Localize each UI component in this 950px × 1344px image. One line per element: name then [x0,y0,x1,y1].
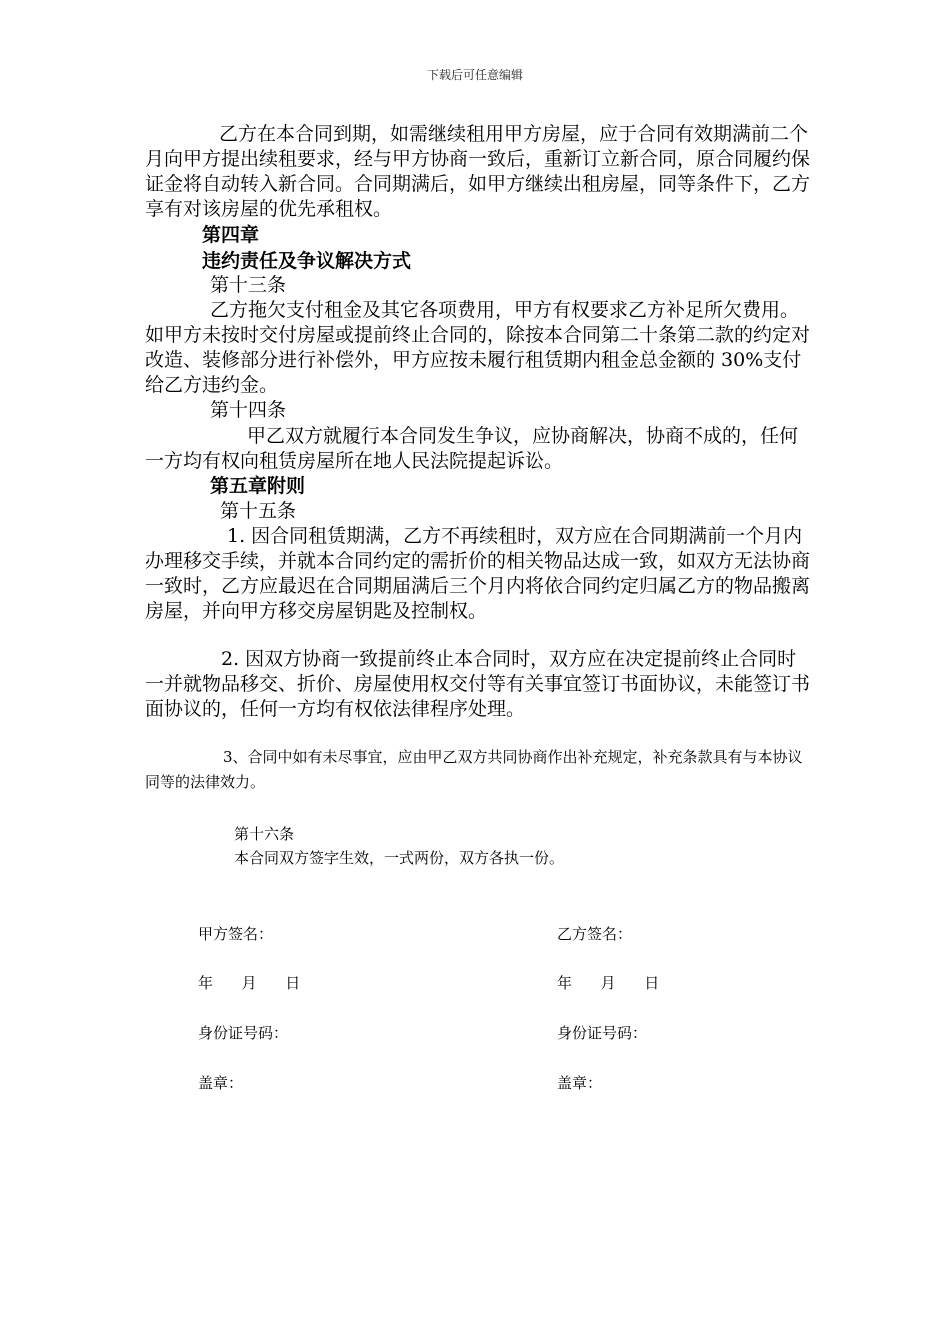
party-b-signature-label: 乙方签名： [557,925,633,943]
party-a-date: 年 月 日 [198,974,301,992]
article15-item2 [145,647,810,722]
article15-item3-text: 3、合同中如有未尽事宜，应由甲乙双方共同协商作出补充规定，补充条款具有与本协议同等的法律效力。 [145,748,803,791]
article15-item2-text: 2. 因双方协商一致提前终止本合同时，双方应在决定提前终止合同时一并就物品移交、折价、房屋使用权交付等有关事宜签订书面协议，未能签订书面协议的，任何一方均有权依法律程序处理。 [145,648,811,720]
article16-title: 第十六条 [234,825,295,843]
article13-text: 乙方拖欠支付租金及其它各项费用，甲方有权要求乙方补足所欠费用。如甲方未按时交付房屋或提前终止合同的，除按本合同第二十条第二款的约定对改造、装修部分进行补偿外，甲方应按未履行租赁期内租金总金额的 30%支付给乙方违约金。 [145,299,811,396]
article15-item1 [145,524,810,624]
chapter5-title: 第五章附则 [210,475,306,497]
renewal-paragraph [145,122,810,222]
article13-paragraph [145,298,810,398]
chapter4-subtitle: 违约责任及争议解决方式 [202,250,412,272]
article13-title: 第十三条 [210,274,287,296]
article15-title: 第十五条 [220,500,297,522]
party-b-id-label: 身份证号码： [557,1024,648,1042]
article14-paragraph [145,424,810,474]
article14-text: 甲乙双方就履行本合同发生争议，应协商解决，协商不成的，任何一方均有权向租赁房屋所在地人民法院提起诉讼。 [145,425,799,472]
party-a-signature-label: 甲方签名： [198,925,274,943]
party-a-id-label: 身份证号码： [198,1024,289,1042]
article14-title: 第十四条 [210,399,287,421]
party-b-seal-label: 盖章： [557,1074,603,1092]
article15-item1-text: 1. 因合同租赁期满，乙方不再续租时，双方应在合同期满前一个月内办理移交手续，并就本合同约定的需折价的相关物品达成一致，如双方无法协商一致时，乙方应最迟在合同期届满后三个月内将依合同约定归属乙方的物品搬离房屋，并向甲方移交房屋钥匙及控制权。 [145,525,811,622]
chapter4-title: 第四章 [202,224,260,246]
article16-text: 本合同双方签字生效，一式两份，双方各执一份。 [234,849,565,867]
party-a-seal-label: 盖章： [198,1074,244,1092]
party-b-date: 年 月 日 [557,974,660,992]
article15-item3 [145,745,810,795]
renewal-text: 乙方在本合同到期，如需继续租用甲方房屋，应于合同有效期满前二个月向甲方提出续租要求，经与甲方协商一致后，重新订立新合同，原合同履约保证金将自动转入新合同。合同期满后，如甲方继续出租房屋，同等条件下，乙方享有对该房屋的优先承租权。 [145,123,811,220]
page-header: 下载后可任意编辑 [426,68,523,82]
